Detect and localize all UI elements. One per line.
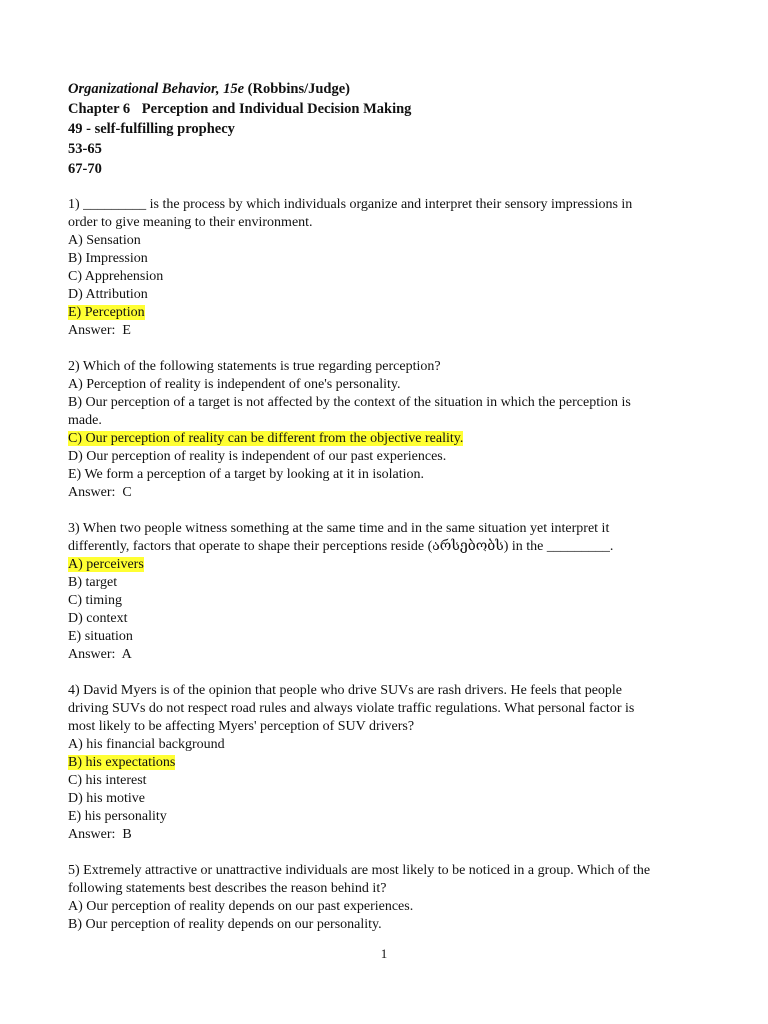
answer-option [68,916,708,934]
option-text: made. [68,413,102,428]
answer-line: Answer: B [68,827,132,842]
note-line: 53-65 [68,141,102,157]
answer-line: Answer: E [68,323,131,338]
option-text: B) target [68,575,118,590]
answer-option [68,448,708,466]
answer-option [68,286,708,304]
option-text: D) Our perception of reality is independent of our past experiences. [68,449,447,464]
highlighted-option-text: E) Perception [68,305,145,320]
question-block [68,196,708,340]
answer-option [68,898,708,916]
option-text: E) his personality [68,809,167,824]
chapter-label: Chapter 6 [68,101,131,117]
note-line: 49 - self-fulfilling prophecy [68,121,235,137]
highlighted-option-text: A) perceivers [68,557,144,572]
question-block [68,682,708,844]
question-stem-line: 2) Which of the following statements is true regarding perception? [68,359,441,374]
answer-option [68,268,708,286]
question-stem-line: differently, factors that operate to shape their perceptions reside (არსებობს) in the _________. [68,539,614,554]
question-list [68,196,708,952]
answer-option [68,232,708,250]
option-text: C) his interest [68,773,147,788]
highlighted-option-text: B) his expectations [68,755,176,770]
answer-option [68,556,708,574]
option-text: B) Our perception of reality depends on our personality. [68,917,382,932]
book-line [68,79,708,99]
option-text: A) Our perception of reality depends on our past experiences. [68,899,414,914]
question-stem-line: driving SUVs do not respect road rules and always violate traffic regulations. What personal factor is [68,701,635,716]
answer-line: Answer: C [68,485,132,500]
option-text: D) context [68,611,128,626]
question-stem-line: most likely to be affecting Myers' perception of SUV drivers? [68,719,415,734]
answer-option [68,376,708,394]
option-text: D) his motive [68,791,145,806]
option-text: C) Apprehension [68,269,164,284]
question-block [68,520,708,664]
highlighted-option-text: C) Our perception of reality can be different from the objective reality. [68,431,464,446]
option-text: C) timing [68,593,123,608]
option-text: D) Attribution [68,287,148,302]
answer-option [68,412,708,430]
option-text: A) Perception of reality is independent of one's personality. [68,377,401,392]
document-header [68,79,708,179]
answer-option [68,790,708,808]
question-stem-line: 1) _________ is the process by which individuals organize and interpret their sensory impressions in [68,197,633,212]
answer-option [68,736,708,754]
answer-option [68,592,708,610]
answer-option [68,754,708,772]
option-text: E) situation [68,629,133,644]
answer-option [68,466,708,484]
note-line: 67-70 [68,161,102,177]
question-stem-line: following statements best describes the reason behind it? [68,881,387,896]
book-authors: (Robbins/Judge) [247,81,351,97]
page-number: 1 [380,946,388,961]
answer-option [68,808,708,826]
question-stem-line: order to give meaning to their environment. [68,215,313,230]
answer-option [68,430,708,448]
answer-option [68,610,708,628]
question-stem-line: 5) Extremely attractive or unattractive individuals are most likely to be noticed in a group. Which of the [68,863,651,878]
option-text: E) We form a perception of a target by looking at it in isolation. [68,467,425,482]
option-text: B) Impression [68,251,148,266]
answer-option [68,628,708,646]
answer-option [68,304,708,322]
option-text: B) Our perception of a target is not affected by the context of the situation in which the perception is [68,395,631,410]
answer-option [68,772,708,790]
book-title: Organizational Behavior, 15e [68,81,245,97]
answer-option [68,250,708,268]
option-text: A) his financial background [68,737,225,752]
question-stem-line: 3) When two people witness something at the same time and in the same situation yet interpret it [68,521,610,536]
question-block [68,862,708,934]
option-text: A) Sensation [68,233,141,248]
answer-line: Answer: A [68,647,132,662]
chapter-line [68,99,708,119]
question-stem-line: 4) David Myers is of the opinion that people who drive SUVs are rash drivers. He feels that people [68,683,623,698]
answer-option [68,394,708,412]
answer-option [68,574,708,592]
chapter-title: Perception and Individual Decision Making [141,101,412,117]
question-block [68,358,708,502]
